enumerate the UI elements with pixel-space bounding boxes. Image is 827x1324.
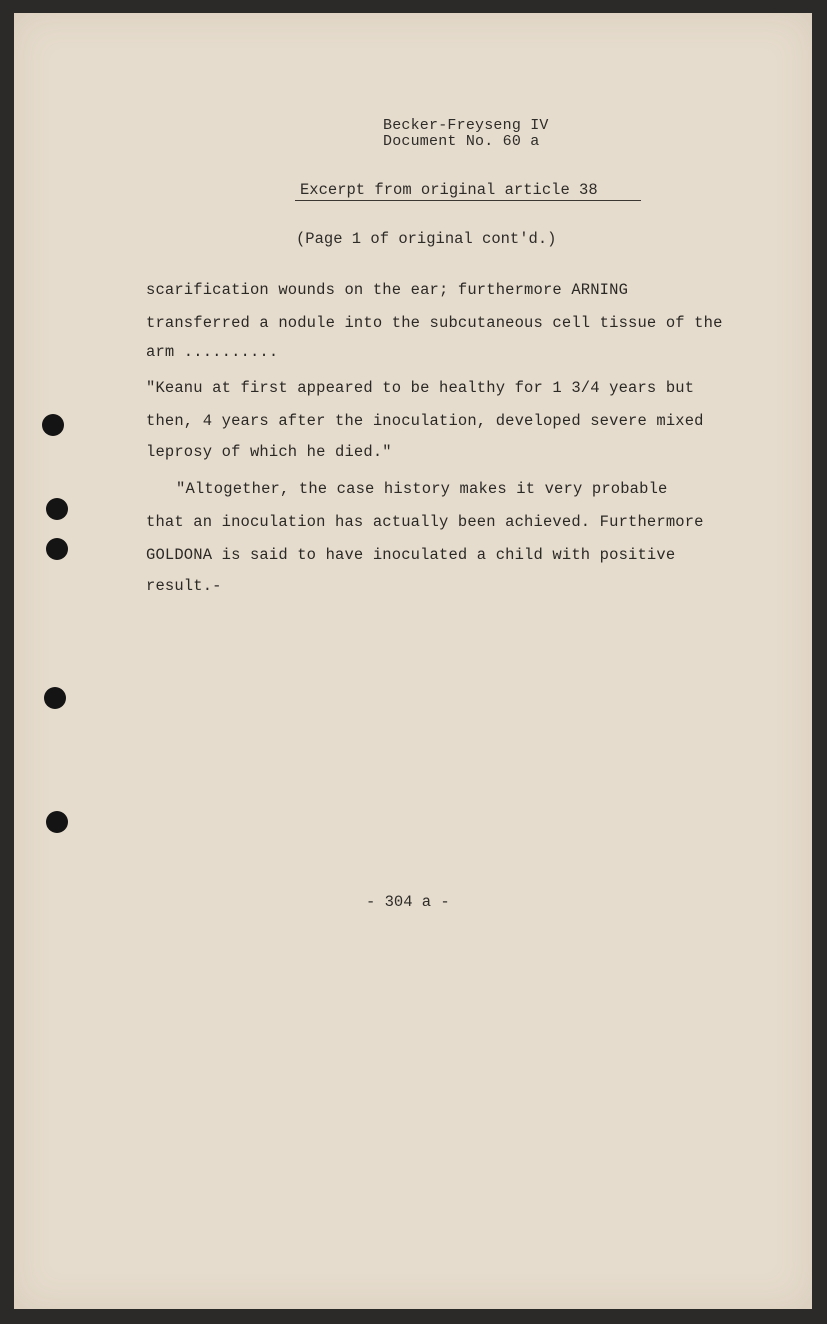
body-line: that an inoculation has actually been achieved. Furthermore bbox=[146, 513, 704, 531]
document-header-author: Becker-Freyseng IV bbox=[383, 117, 549, 134]
punch-hole bbox=[44, 687, 66, 709]
document-subtitle: (Page 1 of original cont'd.) bbox=[296, 230, 557, 248]
body-line: leprosy of which he died." bbox=[146, 443, 392, 461]
punch-hole bbox=[46, 498, 68, 520]
title-underline bbox=[295, 200, 641, 201]
body-line: scarification wounds on the ear; furthermore ARNING bbox=[146, 281, 629, 299]
body-line: GOLDONA is said to have inoculated a child with positive bbox=[146, 546, 676, 564]
punch-hole bbox=[46, 811, 68, 833]
document-page bbox=[14, 13, 812, 1309]
body-line: then, 4 years after the inoculation, developed severe mixed bbox=[146, 412, 704, 430]
body-line: "Altogether, the case history makes it very probable bbox=[176, 480, 668, 498]
body-line: transferred a nodule into the subcutaneous cell tissue of the bbox=[146, 314, 723, 332]
body-line: arm .......... bbox=[146, 343, 279, 361]
document-title: Excerpt from original article 38 bbox=[300, 181, 598, 199]
punch-hole bbox=[46, 538, 68, 560]
body-line: result.- bbox=[146, 577, 222, 595]
page-number: - 304 a - bbox=[366, 893, 450, 911]
body-line: "Keanu at first appeared to be healthy for 1 3/4 years but bbox=[146, 379, 695, 397]
punch-hole bbox=[42, 414, 64, 436]
document-header-number: Document No. 60 a bbox=[383, 133, 540, 150]
